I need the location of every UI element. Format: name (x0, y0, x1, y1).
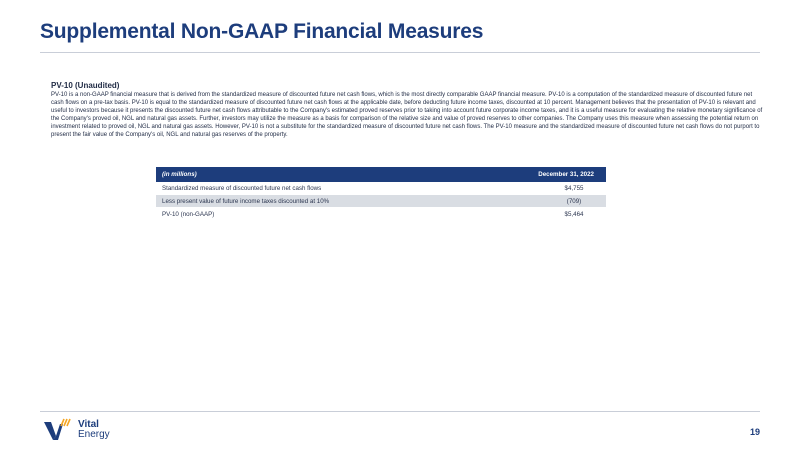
vital-energy-logo-icon (44, 418, 74, 442)
row-value: $5,464 (564, 210, 584, 218)
logo-wordmark (78, 420, 110, 440)
logo-line-1: Vital (78, 419, 99, 430)
section-heading: PV-10 (Unaudited) (51, 81, 120, 90)
title-divider (40, 52, 760, 53)
row-value: $4,755 (564, 184, 584, 192)
page-number: 19 (749, 427, 760, 437)
logo-line-2: Energy (78, 429, 110, 440)
row-label: Standardized measure of discounted future net cash flows (162, 184, 322, 192)
company-logo (44, 418, 110, 442)
footer-divider (40, 411, 760, 412)
section-body-text: PV-10 is a non-GAAP financial measure that is derived from the standardized measure of discounted future net cash flows, which is the most directly comparable GAAP financial measure. PV-10 is a computation of the standardized measure of discounted future net cash flows on a pre-tax basis. PV-10 is equal to the standardized measure of discounted future net cash flows at the applicable date, before deducting future income taxes, discounted at 10 percent. Management believes that the presentation of PV-10 is relevant and useful to investors because it presents the discounted future net cash flows attributable to the Company's estimated proved reserves prior to taking into account future corporate income taxes, and it is a useful measure for evaluating the relative monetary significance of the Company's proved oil, NGL and natural gas assets. Further, investors may utilize the measure as a basis for comparison of the relative size and value of proved reserves to other companies. The Company uses this measure when assessing the potential return on investment related to proved oil, NGL and natural gas assets. However, PV-10 is not a substitute for the standardized measure of discounted future net cash flows. The PV-10 measure and the standardized measure of discounted future net cash flows do not purport to present the fair value of the Company's oil, NGL and natural gas reserves of the property. (51, 92, 763, 139)
row-value: (709) (566, 197, 582, 205)
row-label: PV-10 (non-GAAP) (162, 210, 215, 218)
table-row (156, 195, 606, 208)
pv10-table (156, 167, 606, 221)
table-header (156, 167, 606, 182)
slide-title: Supplemental Non-GAAP Financial Measures (40, 20, 484, 43)
table-header-date: December 31, 2022 (538, 171, 594, 178)
table-row (156, 208, 606, 221)
row-label: Less present value of future income taxes discounted at 10% (162, 197, 330, 205)
table-row (156, 182, 606, 195)
table-header-units: (in millions) (162, 171, 197, 178)
